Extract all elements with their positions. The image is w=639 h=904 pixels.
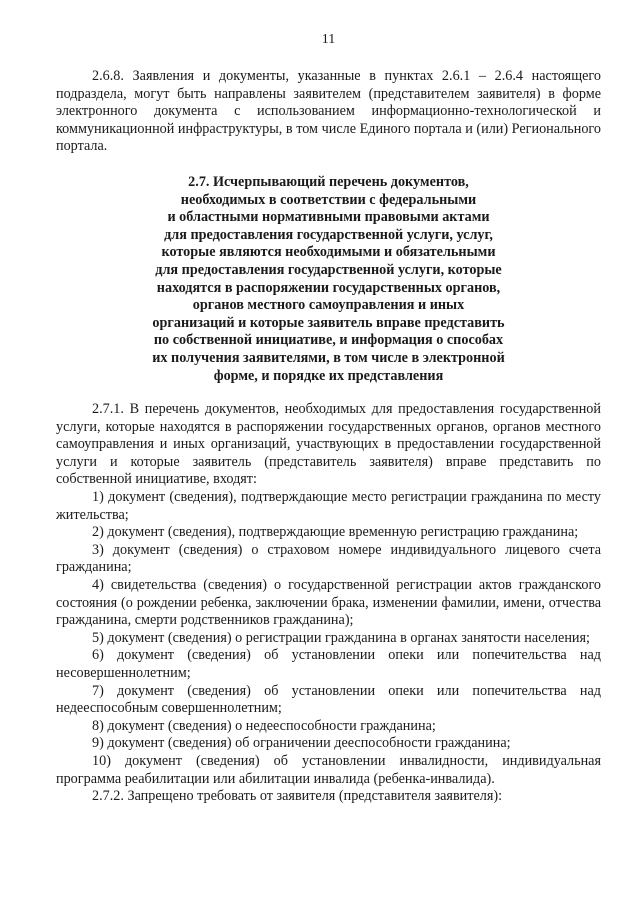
list-item-7: 7) документ (сведения) об установлении опеки или попечительства над недееспособным совершеннолетним;	[56, 682, 601, 717]
heading-line: для предоставления государственной услуги, услуг,	[164, 226, 493, 243]
heading-line: и областными нормативными правовыми актами	[167, 209, 490, 226]
heading-line: необходимых в соответствии с федеральными	[180, 191, 477, 208]
heading-line: форме, и порядке их представления	[213, 367, 444, 384]
list-item-2: 2) документ (сведения), подтверждающие временную регистрацию гражданина;	[92, 524, 579, 541]
heading-line: организаций и которые заявитель вправе представить	[152, 314, 505, 331]
list-item-5: 5) документ (сведения) о регистрации гражданина в органах занятости населения;	[92, 629, 590, 646]
heading-line: которые являются необходимыми и обязательными	[161, 244, 496, 261]
heading-line: находятся в распоряжении государственных органов,	[156, 279, 501, 296]
list-item-3: 3) документ (сведения) о страховом номере индивидуального лицевого счета гражданина;	[56, 541, 601, 576]
list-item-6: 6) документ (сведения) об установлении опеки или попечительства над несовершеннолетним;	[56, 647, 601, 681]
paragraph-2-7-1: 2.7.1. В перечень документов, необходимых для предоставления государственной услуги, которые находятся в распоряжении государственных органов, органов местного самоуправления и иных организаций, участвующих в предоставлении государственной услуги и которые заявитель (представитель заявителя) вправе представить по собственной инициативе, входят:	[56, 401, 601, 488]
paragraph-2-6-8: 2.6.8. Заявления и документы, указанные в пунктах 2.6.1 – 2.6.4 настоящего подраздела, могут быть направлены заявителем (представителем заявителя) в форме электронного документа с использованием информационно-технологической и коммуникационной инфраструктуры, в том числе Единого портала и (или) Регионального портала.	[56, 68, 601, 155]
list-item-8: 8) документ (сведения) о недееспособности гражданина;	[92, 717, 436, 734]
list-item-4: 4) свидетельства (сведения) о государственной регистрации актов гражданского состояния (о рождении ребенка, заключении брака, изменении фамилии, имени, отчества гражданина, смерти родственников гражданина);	[56, 577, 601, 629]
paragraph-2-7-2: 2.7.2. Запрещено требовать от заявителя (представителя заявителя):	[92, 788, 503, 805]
heading-line: для предоставления государственной услуги, которые	[155, 261, 502, 278]
heading-line: по собственной инициативе, и информация о способах	[153, 332, 504, 349]
list-item-1: 1) документ (сведения), подтверждающие место регистрации гражданина по месту жительства;	[56, 489, 601, 523]
heading-line: органов местного самоуправления и иных	[192, 297, 465, 314]
heading-line: их получения заявителями, в том числе в электронной	[152, 349, 505, 366]
list-item-9: 9) документ (сведения) об ограничении дееспособности гражданина;	[92, 735, 511, 752]
list-item-10: 10) документ (сведения) об установлении инвалидности, индивидуальная программа реабилитации или абилитации инвалида (ребенка-инвалида).	[56, 752, 601, 787]
page-number: 11	[321, 32, 336, 47]
section-heading-2-7	[56, 174, 601, 385]
heading-line: 2.7. Исчерпывающий перечень документов,	[188, 173, 469, 190]
